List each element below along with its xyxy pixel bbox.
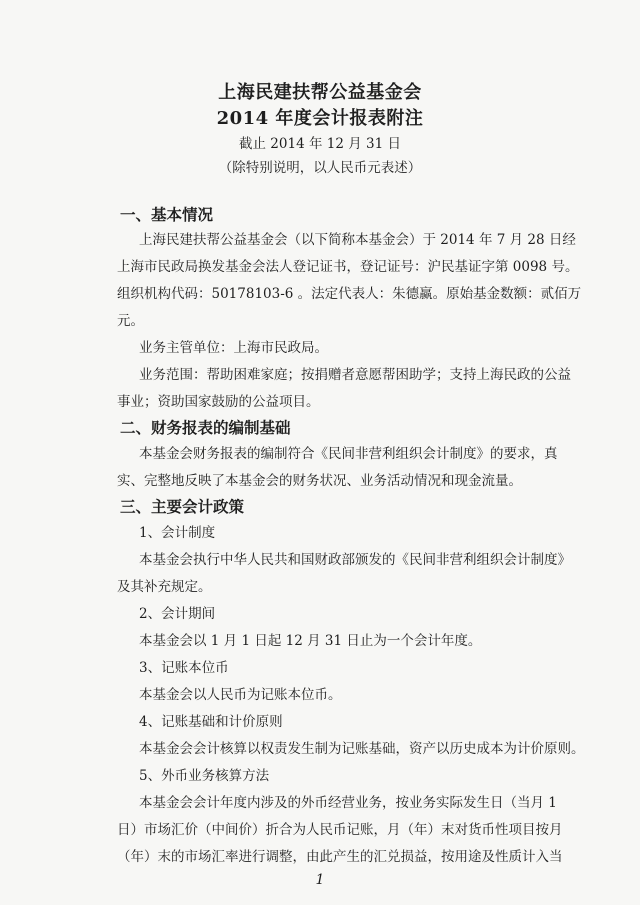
currency-note: （除特别说明，以人民币元表述）	[218, 160, 422, 176]
paragraph-line: 业务范围：帮助困难家庭；按捐赠者意愿帮困助学；支持上海民政的公益	[139, 367, 571, 383]
paragraph-line: 事业；资助国家鼓励的公益项目。	[117, 394, 320, 410]
paragraph-line: 元。	[117, 313, 144, 329]
policy-item-label: 2、会计期间	[139, 606, 216, 622]
page-number: 1	[315, 872, 325, 888]
policy-item-label: 5、外币业务核算方法	[139, 768, 270, 784]
policy-item-label: 3、记账本位币	[139, 660, 229, 676]
policy-item-label: 1、会计制度	[139, 525, 216, 541]
paragraph-line: 上海市民政局换发基金会法人登记证书，登记证号：沪民基证字第 0098 号。	[117, 259, 579, 275]
paragraph-line: 本基金会执行中华人民共和国财政部颁发的《民间非营利组织会计制度》	[139, 552, 571, 568]
section-heading-basic-info: 一、基本情况	[120, 205, 214, 224]
paragraph-line: 本基金会以人民币为记账本位币。	[139, 687, 342, 703]
paragraph-line: 及其补充规定。	[117, 579, 212, 595]
section-heading-policies: 三、主要会计政策	[120, 497, 245, 516]
document-title: 上海民建扶帮公益基金会	[218, 82, 422, 103]
section-heading-basis: 二、财务报表的编制基础	[120, 418, 291, 437]
paragraph-line: 上海民建扶帮公益基金会（以下简称本基金会）于 2014 年 7 月 28 日经	[139, 232, 576, 248]
paragraph-line: 业务主管单位：上海市民政局。	[139, 340, 328, 356]
date-line: 截止 2014 年 12 月 31 日	[239, 136, 401, 152]
paragraph-line: 本基金会会计核算以权责发生制为记账基础，资产以历史成本为计价原则。	[139, 741, 585, 757]
paragraph-line: 本基金会会计年度内涉及的外币经营业务，按业务实际发生日（当月 1	[139, 795, 557, 811]
document-subtitle: 2014 年度会计报表附注	[216, 108, 424, 129]
paragraph-line: （年）末的市场汇率进行调整，由此产生的汇兑损益，按用途及性质计入当	[117, 849, 563, 865]
paragraph-line: 日）市场汇价（中间价）折合为人民币记账，月（年）末对货币性项目按月	[117, 822, 563, 838]
paragraph-line: 本基金会财务报表的编制符合《民间非营利组织会计制度》的要求，真	[139, 446, 558, 462]
policy-item-label: 4、记账基础和计价原则	[139, 714, 283, 730]
paragraph-line: 实、完整地反映了本基金会的财务状况、业务活动情况和现金流量。	[117, 473, 522, 489]
paragraph-line: 本基金会以 1 月 1 日起 12 月 31 日止为一个会计年度。	[139, 633, 482, 649]
paragraph-line: 组织机构代码：50178103-6 。法定代表人：朱德赢。原始基金数额：贰佰万	[117, 286, 582, 302]
